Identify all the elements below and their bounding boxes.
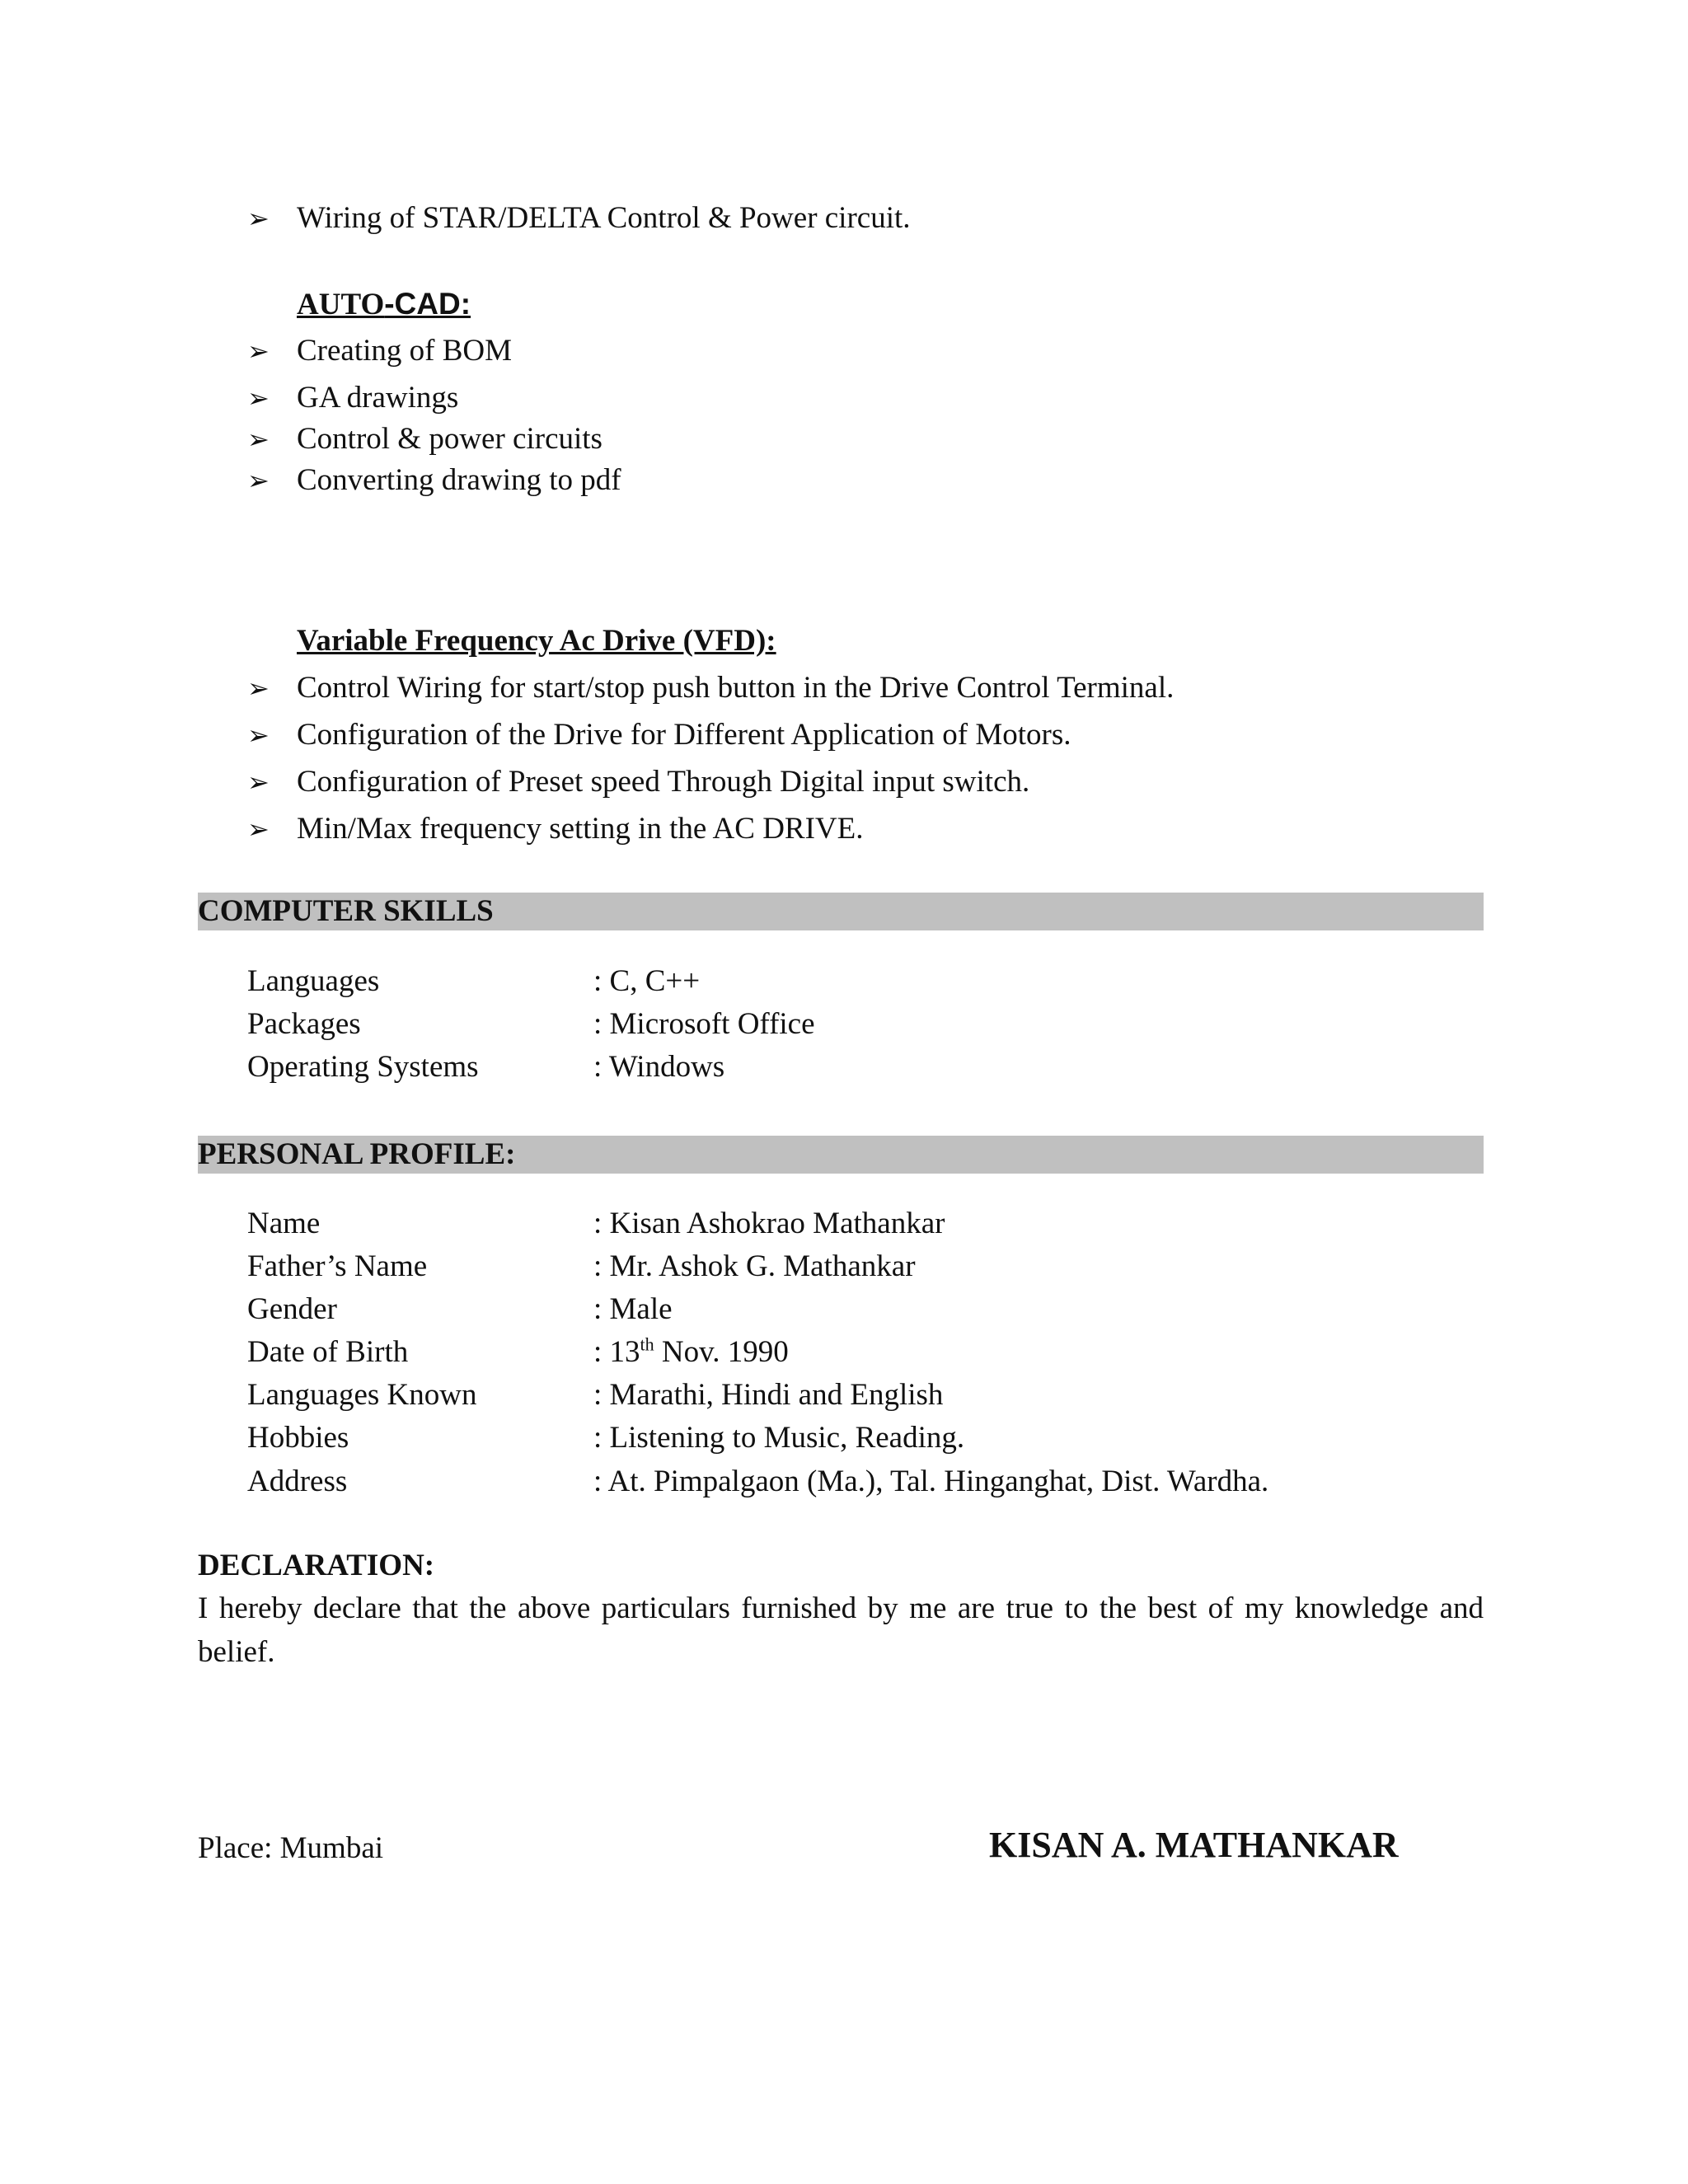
place-text: Place: Mumbai	[198, 1831, 384, 1865]
list-item: Converting drawing to pdf	[297, 463, 621, 497]
list-item: Wiring of STAR/DELTA Control & Power circuit.	[297, 201, 911, 235]
skill-value: : Windows	[593, 1050, 725, 1084]
profile-label: Languages Known	[247, 1378, 477, 1412]
declaration-heading: DECLARATION:	[198, 1549, 435, 1582]
profile-label: Hobbies	[247, 1421, 349, 1455]
list-item: Min/Max frequency setting in the AC DRIVE.	[297, 812, 864, 846]
list-item: Creating of BOM	[297, 334, 513, 368]
profile-label: Address	[247, 1465, 348, 1498]
list-item: Configuration of Preset speed Through Digital input switch.	[297, 765, 1030, 799]
skill-value: : C, C++	[593, 964, 701, 998]
profile-value: : Male	[593, 1292, 673, 1326]
bullet-arrow-icon: ➢	[247, 719, 270, 751]
vfd-heading: Variable Frequency Ac Drive (VFD):	[297, 624, 776, 658]
bullet-arrow-icon: ➢	[247, 203, 270, 234]
list-item: Control & power circuits	[297, 422, 603, 456]
profile-value: : Kisan Ashokrao Mathankar	[593, 1207, 945, 1240]
bullet-arrow-icon: ➢	[247, 813, 270, 845]
declaration-text: I hereby declare that the above particulars furnished by me are true to the best of my knowledge and belief.	[198, 1591, 1484, 1669]
bullet-arrow-icon: ➢	[247, 335, 270, 367]
section-title-computer-skills: COMPUTER SKILLS	[198, 894, 494, 928]
profile-label: Date of Birth	[247, 1335, 409, 1369]
signature-name: KISAN A. MATHANKAR	[989, 1825, 1399, 1865]
profile-value: : Marathi, Hindi and English	[593, 1378, 944, 1412]
skill-label: Languages	[247, 964, 380, 998]
profile-value: : Mr. Ashok G. Mathankar	[593, 1249, 916, 1283]
section-title-personal-profile: PERSONAL PROFILE:	[198, 1137, 516, 1171]
profile-label: Name	[247, 1207, 321, 1240]
list-item: Configuration of the Drive for Different Application of Motors.	[297, 718, 1071, 752]
profile-value: : Listening to Music, Reading.	[593, 1421, 965, 1455]
skill-label: Operating Systems	[247, 1050, 479, 1084]
bullet-arrow-icon: ➢	[247, 673, 270, 704]
profile-label: Father’s Name	[247, 1249, 428, 1283]
bullet-arrow-icon: ➢	[247, 382, 270, 414]
bullet-arrow-icon: ➢	[247, 766, 270, 798]
list-item: Control Wiring for start/stop push button in the Drive Control Terminal.	[297, 671, 1175, 705]
bullet-arrow-icon: ➢	[247, 424, 270, 455]
autocad-heading: AUTO-CAD:	[297, 287, 471, 321]
profile-label: Gender	[247, 1292, 337, 1326]
skill-value: : Microsoft Office	[593, 1007, 815, 1041]
list-item: GA drawings	[297, 381, 459, 415]
bullet-arrow-icon: ➢	[247, 465, 270, 496]
profile-value: : At. Pimpalgaon (Ma.), Tal. Hinganghat, Dist. Wardha.	[593, 1465, 1269, 1498]
skill-label: Packages	[247, 1007, 361, 1041]
profile-value: : 13th Nov. 1990	[593, 1333, 789, 1369]
